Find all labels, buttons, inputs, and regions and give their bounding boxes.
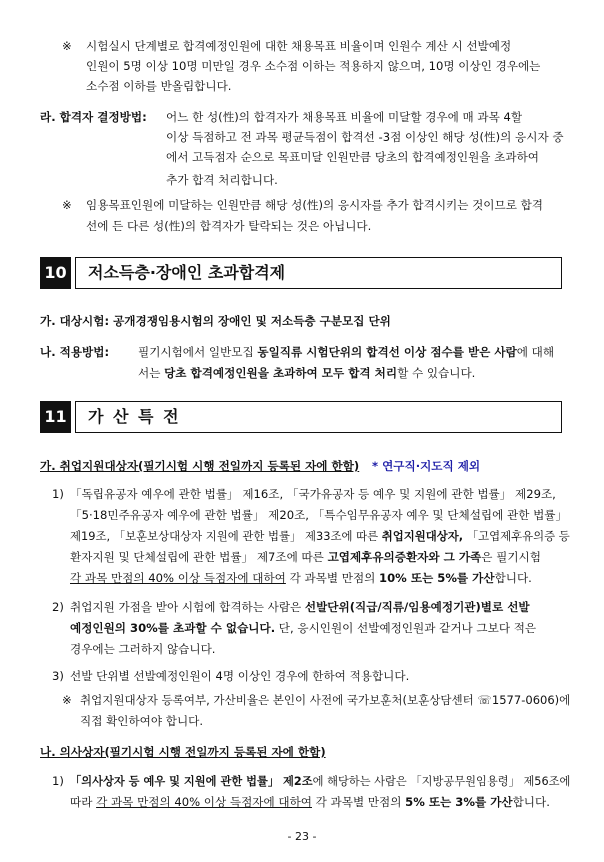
sec11-note-mark: ※ bbox=[62, 693, 72, 707]
i2-line3: 경우에는 그러하지 않습니다. bbox=[70, 642, 216, 656]
sec10-ga: 가. 대상시험: 공개경쟁임용시험의 장애인 및 저소득층 구분모집 단위 bbox=[40, 314, 391, 328]
sec11-na-head: 나. 의사상자(필기시험 시행 전일까지 등록된 자에 한함) bbox=[40, 745, 326, 759]
section-10-header bbox=[40, 257, 562, 289]
ra-note-mark: ※ bbox=[62, 198, 72, 212]
i1-line5: 각 과목 만점의 40% 이상 득점자에 대하여 각 과목별 만점의 10% 또는 5%를 가산합니다. bbox=[70, 571, 532, 585]
i1-line4: 환자지원 및 단체설립에 관한 법률」 제7조에 따른 고엽제후유의증환자와 그 가족은 필기시험 bbox=[70, 550, 541, 564]
i3-line1: 선발 단위별 선발예정인원이 4명 이상인 경우에 한하여 적용합니다. bbox=[70, 669, 410, 683]
section-11-header bbox=[40, 401, 562, 433]
note-mark: ※ bbox=[62, 39, 72, 53]
section-number: 11 bbox=[40, 401, 71, 433]
ra-line1: 어느 한 성(性)의 합격자가 채용목표 비율에 미달할 경우에 매 과목 4할 bbox=[166, 110, 523, 124]
ra-note-line2: 선에 든 다른 성(性)의 합격자가 탈락되는 것은 아닙니다. bbox=[86, 219, 372, 233]
top-note-line1: 시험실시 단계별로 합격예정인원에 대한 채용목표 비율이며 인원수 계산 시 선발예정 bbox=[86, 39, 512, 53]
item-number: 2) bbox=[52, 600, 64, 614]
i1-line1: 「독립유공자 예우에 관한 법률」 제16조, 「국가유공자 등 예우 및 지원에 관한 법률」 제29조, bbox=[70, 487, 556, 501]
sec10-na-line1: 필기시험에서 일반모집 동일직류 시험단위의 합격선 이상 점수를 받은 사람에 대해 bbox=[138, 345, 555, 359]
n1-line1: 「의사상자 등 예우 및 지원에 관한 법률」 제2조에 해당하는 사람은 「지방공무원임용령」 제56조에 bbox=[70, 774, 571, 788]
i2-line2: 예정인원의 30%를 초과할 수 없습니다. 단, 응시인원이 선발예정인원과 같거나 그보다 적은 bbox=[70, 621, 537, 635]
sec10-na-line2: 서는 당초 합격예정인원을 초과하여 모두 합격 처리할 수 있습니다. bbox=[138, 366, 476, 380]
section-number: 10 bbox=[40, 257, 71, 289]
ra-note-line1: 임용목표인원에 미달하는 인원만큼 해당 성(性)의 응시자를 추가 합격시키는 것이므로 합격 bbox=[86, 198, 543, 212]
i1-line3: 제19조, 「보훈보상대상자 지원에 관한 법률」 제33조에 따른 취업지원대상자, 「고엽제후유의증 등 bbox=[70, 529, 570, 543]
ra-line3: 에서 고득점자 순으로 목표미달 인원만큼 당초의 합격예정인원을 초과하여 bbox=[166, 150, 539, 164]
item-number: 3) bbox=[52, 669, 64, 683]
top-note-line2: 인원이 5명 이상 10명 미만일 경우 소수점 이하는 적용하지 않으며, 10명 이상인 경우에는 bbox=[86, 59, 541, 73]
section-title: 가 산 특 전 bbox=[75, 401, 562, 433]
sec11-ga-note: * 연구직·지도직 제외 bbox=[372, 459, 481, 473]
page-number: - 23 - bbox=[287, 830, 317, 843]
i1-line2: 「5·18민주유공자 예우에 관한 법률」 제20조, 「특수임무유공자 예우 및 단체설립에 관한 법률」 bbox=[70, 508, 568, 522]
top-note-line3: 소수점 이하를 반올림합니다. bbox=[86, 79, 232, 93]
sec11-note-line2: 직접 확인하여야 합니다. bbox=[80, 714, 204, 728]
sec10-na-label: 나. 적용방법: bbox=[40, 345, 110, 359]
sec11-note-line1: 취업지원대상자 등록여부, 가산비율은 본인이 사전에 국가보훈처(보훈상담센터 ☏1577-0606)에 bbox=[80, 693, 571, 707]
ra-line2: 이상 득점하고 전 과목 평균득점이 합격선 -3점 이상인 해당 성(性)의 응시자 중 bbox=[166, 130, 564, 144]
ra-line4: 추가 합격 처리합니다. bbox=[166, 173, 278, 187]
i2-line1: 취업지원 가점을 받아 시험에 합격하는 사람은 선발단위(직급/직류/임용예정기관)별로 선발 bbox=[70, 600, 530, 614]
n1-line2: 따라 각 과목 만점의 40% 이상 득점자에 대하여 각 과목별 만점의 5% 또는 3%를 가산합니다. bbox=[70, 795, 550, 809]
item-number: 1) bbox=[52, 774, 64, 788]
ra-label: 라. 합격자 결정방법: bbox=[40, 110, 147, 124]
sec11-ga-head: 가. 취업지원대상자(필기시험 시행 전일까지 등록된 자에 한함) bbox=[40, 459, 360, 473]
section-title: 저소득층·장애인 초과합격제 bbox=[75, 257, 562, 289]
item-number: 1) bbox=[52, 487, 64, 501]
